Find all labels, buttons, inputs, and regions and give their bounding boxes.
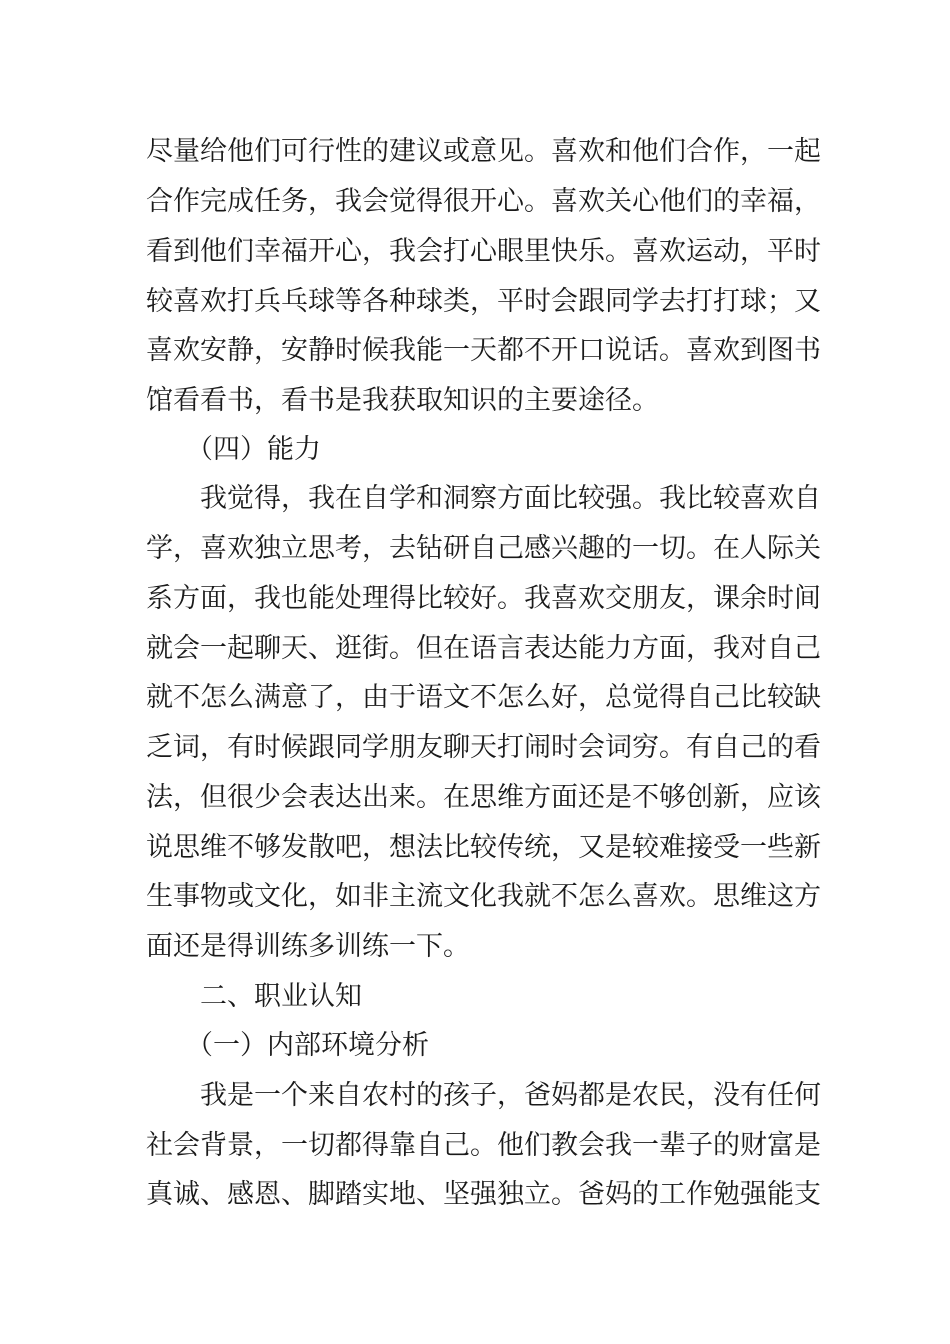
- paragraph-line: 较喜欢打兵乓球等各种球类，平时会跟同学去打打球；又: [146, 286, 821, 317]
- paragraph-line: 我是一个来自农村的孩子，爸妈都是农民，没有任何: [200, 1080, 821, 1111]
- section-heading: （四）能力: [186, 434, 321, 465]
- paragraph-line: 真诚、感恩、脚踏实地、坚强独立。爸妈的工作勉强能支: [146, 1179, 821, 1210]
- paragraph-line: 喜欢安静，安静时候我能一天都不开口说话。喜欢到图书: [146, 335, 821, 366]
- paragraph-line: 我觉得，我在自学和洞察方面比较强。我比较喜欢自: [200, 483, 821, 514]
- paragraph-line: 乏词，有时候跟同学朋友聊天打闹时会词穷。有自己的看: [146, 732, 821, 763]
- paragraph-line: 法，但很少会表达出来。在思维方面还是不够创新，应该: [146, 782, 821, 813]
- paragraph-line: 社会背景，一切都得靠自己。他们教会我一辈子的财富是: [146, 1130, 821, 1161]
- paragraph-line: 就不怎么满意了，由于语文不怎么好，总觉得自己比较缺: [146, 682, 821, 713]
- paragraph-line: 说思维不够发散吧，想法比较传统，又是较难接受一些新: [146, 832, 821, 863]
- paragraph-line: 就会一起聊天、逛街。但在语言表达能力方面，我对自己: [146, 633, 821, 664]
- paragraph-line: 面还是得训练多训练一下。: [146, 931, 470, 962]
- paragraph-line: 学，喜欢独立思考，去钻研自己感兴趣的一切。在人际关: [146, 533, 821, 564]
- chapter-heading: 二、职业认知: [200, 981, 362, 1012]
- paragraph-line: 合作完成任务，我会觉得很开心。喜欢关心他们的幸福，: [146, 186, 821, 217]
- section-heading: （一）内部环境分析: [186, 1030, 429, 1061]
- paragraph-line: 看到他们幸福开心，我会打心眼里快乐。喜欢运动，平时: [146, 236, 821, 267]
- paragraph-line: 馆看看书，看书是我获取知识的主要途径。: [146, 385, 659, 416]
- paragraph-line: 生事物或文化，如非主流文化我就不怎么喜欢。思维这方: [146, 881, 821, 912]
- paragraph-line: 系方面，我也能处理得比较好。我喜欢交朋友，课余时间: [146, 583, 821, 614]
- paragraph-line: 尽量给他们可行性的建议或意见。喜欢和他们合作，一起: [146, 136, 821, 167]
